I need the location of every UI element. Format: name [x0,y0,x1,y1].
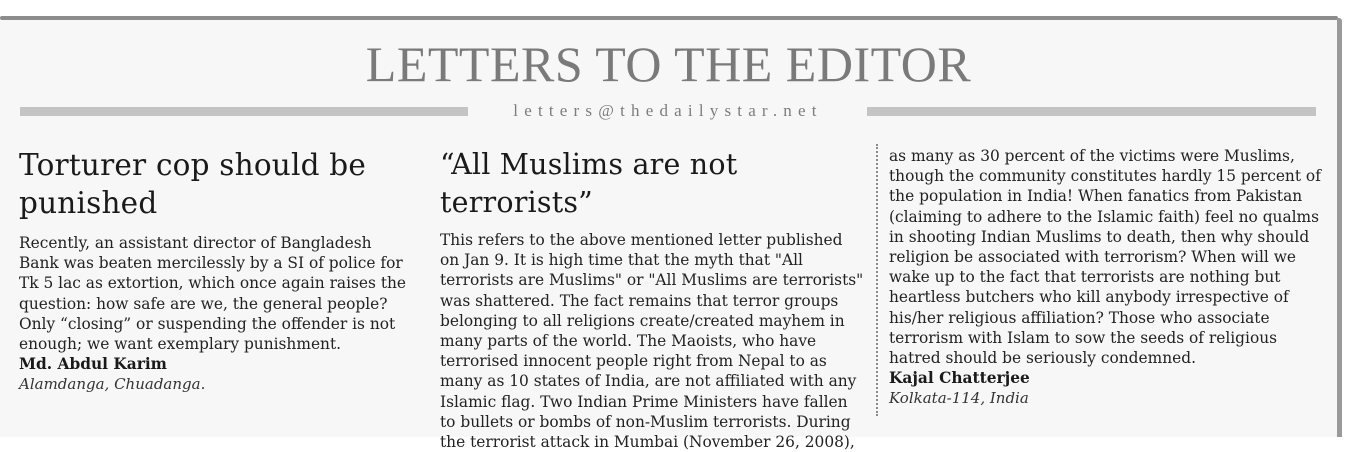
body-line: though the community constitutes hardly 15 percent of [889,167,1321,186]
editor-email[interactable]: letters@thedailystar.net [513,101,823,120]
body-line: belonging to all religions create/created mayhem in [440,311,845,330]
letter-location: Alamdanga, Chuadanga. [19,375,206,394]
body-line: as many as 30 percent of the victims were Muslims, [889,147,1295,165]
body-line: Islamic flag. Two Indian Prime Ministers have fallen [440,392,848,411]
letter-location: Kolkata-114, India [889,389,1029,408]
body-line: the population in India! When fanatics from Pakistan [889,187,1303,206]
left-rule-bar [20,107,468,116]
body-line: hatred should be seriously condemned. [889,349,1196,368]
body-line: (claiming to adhere to the Islamic faith) feel no qualms [889,207,1320,226]
body-line: Recently, an assistant director of Bangladesh [19,234,372,252]
body-line: terrorised innocent people right from Nepal to as [440,352,827,371]
body-line: question: how safe are we, the general people? [19,294,388,313]
letter-all-muslims [440,146,865,452]
body-line: Bank was beaten mercilessly by a SI of police for [19,254,403,273]
body-line: religion be associated with terrorism? When will we [889,248,1297,267]
headline-line: punished [19,186,158,220]
body-line: in shooting Indian Muslims to death, then why should [889,227,1310,246]
body-line: heartless butchers who kill anybody irrespective of [889,288,1289,307]
body-line: This refers to the above mentioned letter published [440,231,843,249]
body-line: wake up to the fact that terrorists are nothing but [889,268,1281,287]
letter-body-continued [889,146,1329,368]
frame-top-border [0,16,1338,20]
body-line: to bullets or bombs of non-Muslim terrorists. During [440,412,851,431]
letter-author: Kajal Chatterjee [889,369,1030,388]
column-divider [876,144,878,416]
letter-author: Md. Abdul Karim [19,355,167,374]
body-line: many as 10 states of India, are not affiliated with any [440,372,857,391]
headline-line: Torturer cop should be [19,148,367,182]
body-line: was shattered. The fact remains that terror groups [440,291,839,310]
body-line: Only “closing” or suspending the offender is not [19,314,396,333]
letter-body [440,230,865,452]
body-line: enough; we want exemplary punishment. [19,335,342,354]
body-line: the terrorist attack in Mumbai (November 26, 2008), [440,433,855,452]
body-line: many parts of the world. The Maoists, who have [440,332,817,351]
section-title: LETTERS TO THE EDITOR [365,36,972,92]
letter-body [19,233,414,354]
frame-right-border [1337,18,1342,437]
letter-headline: “All Muslims are not terrorists” [440,148,738,219]
body-line: terrorists are Muslims" or "All Muslims are terrorists" [440,271,864,290]
right-rule-bar [867,107,1316,116]
body-line: on Jan 9. It is high time that the myth that "All [440,251,803,270]
body-line: terrorism with Islam to sow the seeds of religious [889,328,1278,347]
body-line: his/her religious affiliation? Those who associate [889,308,1270,327]
letter-torturer-cop [19,146,414,395]
letter-headline [19,146,414,222]
letter-all-muslims-continued [889,146,1329,409]
body-line: Tk 5 lac as extortion, which once again raises the [19,274,407,293]
